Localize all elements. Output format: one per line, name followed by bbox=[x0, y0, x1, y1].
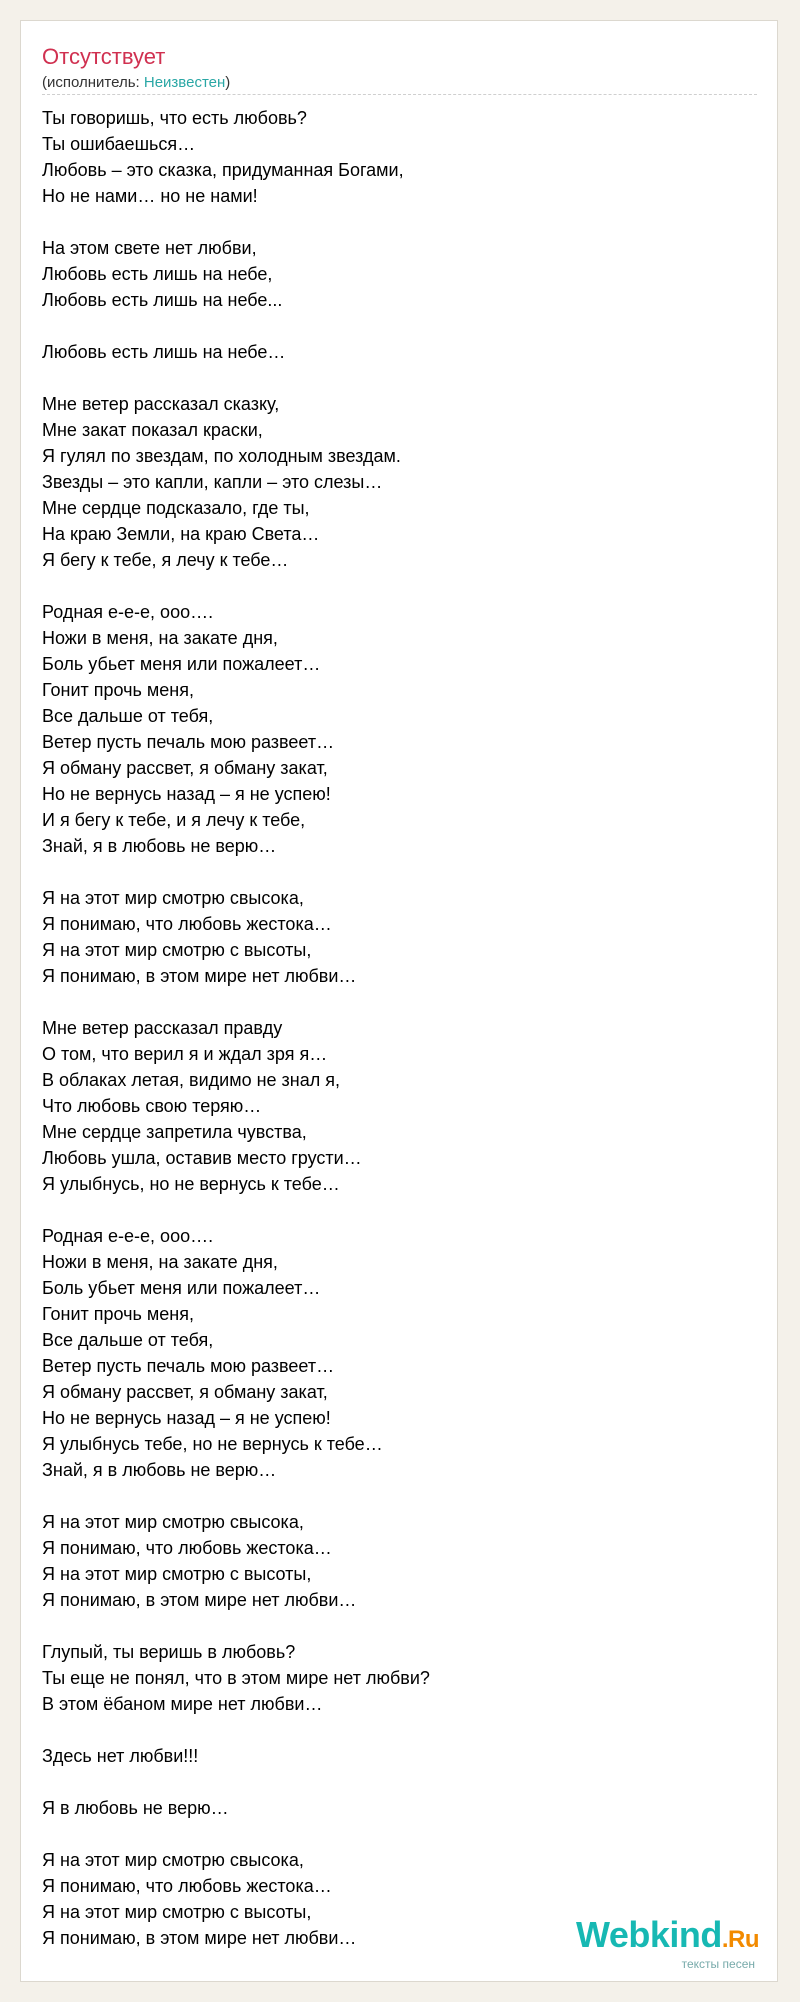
lyrics-line: Родная е-е-е, ооо…. bbox=[42, 1226, 214, 1246]
lyrics-stanza bbox=[42, 599, 757, 859]
lyrics-line: Я улыбнусь тебе, но не вернусь к тебе… bbox=[42, 1434, 383, 1454]
lyrics-line: Родная е-е-е, ооо…. bbox=[42, 602, 214, 622]
artist-link[interactable]: Неизвестен bbox=[143, 74, 226, 91]
lyrics-line: Но не нами… но не нами! bbox=[42, 186, 258, 206]
lyrics-line: На краю Земли, на краю Света… bbox=[42, 524, 320, 544]
lyrics-line: В этом ёбаном мире нет любви… bbox=[42, 1694, 323, 1714]
lyrics-line: Глупый, ты веришь в любовь? bbox=[42, 1642, 296, 1662]
lyrics-line: Я на этот мир смотрю с высоты, bbox=[42, 940, 312, 960]
lyrics-line: Гонит прочь меня, bbox=[42, 1304, 194, 1324]
lyrics-line: Гонит прочь меня, bbox=[42, 680, 194, 700]
lyrics-stanza bbox=[42, 1743, 757, 1769]
lyrics-line: Я бегу к тебе, я лечу к тебе… bbox=[42, 550, 289, 570]
lyrics-line: Я гулял по звездам, по холодным звездам. bbox=[42, 446, 401, 466]
lyrics-card bbox=[20, 20, 778, 1982]
lyrics-line: Ножи в меня, на закате дня, bbox=[42, 628, 278, 648]
lyrics-line: Знай, я в любовь не верю… bbox=[42, 1460, 277, 1480]
lyrics-stanza bbox=[42, 885, 757, 989]
lyrics-line: Ты ошибаешься… bbox=[42, 134, 196, 154]
lyrics-line: Боль убьет меня или пожалеет… bbox=[42, 654, 321, 674]
lyrics-stanza bbox=[42, 105, 757, 209]
lyrics-stanza bbox=[42, 391, 757, 573]
lyrics-line: Я понимаю, в этом мире нет любви… bbox=[42, 966, 357, 986]
lyrics-line: Любовь есть лишь на небе... bbox=[42, 290, 283, 310]
song-title: Отсутствует bbox=[42, 44, 166, 69]
lyrics-line: Знай, я в любовь не верю… bbox=[42, 836, 277, 856]
lyrics-line: Я понимаю, что любовь жестока… bbox=[42, 914, 332, 934]
logo-suffix: .Ru bbox=[721, 1926, 759, 1953]
lyrics-line: Мне сердце подсказало, где ты, bbox=[42, 498, 310, 518]
lyrics-stanza bbox=[42, 339, 757, 365]
artist-suffix: ) bbox=[225, 74, 231, 91]
lyrics-line: Мне ветер рассказал правду bbox=[42, 1018, 283, 1038]
lyrics-line: Я обману рассвет, я обману закат, bbox=[42, 1382, 328, 1402]
lyrics-stanza bbox=[42, 1639, 757, 1717]
lyrics-line: Любовь есть лишь на небе… bbox=[42, 342, 286, 362]
lyrics-line: Я на этот мир смотрю свысока, bbox=[42, 1850, 304, 1870]
lyrics-line: Любовь ушла, оставив место грусти… bbox=[42, 1148, 362, 1168]
lyrics-stanza bbox=[42, 1223, 757, 1483]
logo-wordmark bbox=[576, 1916, 759, 1959]
lyrics-line: Я на этот мир смотрю свысока, bbox=[42, 1512, 304, 1532]
lyrics-line: Я на этот мир смотрю с высоты, bbox=[42, 1902, 312, 1922]
lyrics-line: Я обману рассвет, я обману закат, bbox=[42, 758, 328, 778]
lyrics-line: Я понимаю, что любовь жестока… bbox=[42, 1538, 332, 1558]
lyrics-line: Но не вернусь назад – я не успею! bbox=[42, 784, 331, 804]
lyrics-line: В облаках летая, видимо не знал я, bbox=[42, 1070, 341, 1090]
lyrics-line: Ножи в меня, на закате дня, bbox=[42, 1252, 278, 1272]
lyrics-line: Ветер пусть печаль мою развеет… bbox=[42, 732, 335, 752]
lyrics-stanza bbox=[42, 235, 757, 313]
lyrics-line: Здесь нет любви!!! bbox=[42, 1746, 199, 1766]
lyrics-line: Но не вернусь назад – я не успею! bbox=[42, 1408, 331, 1428]
artist-prefix: (исполнитель: bbox=[42, 74, 144, 91]
lyrics-text bbox=[42, 105, 757, 1977]
logo-name: Webkind bbox=[575, 1914, 722, 1955]
lyrics-line: Любовь – это сказка, придуманная Богами, bbox=[42, 160, 404, 180]
lyrics-line: Я улыбнусь, но не вернусь к тебе… bbox=[42, 1174, 340, 1194]
lyrics-line: Я понимаю, что любовь жестока… bbox=[42, 1876, 332, 1896]
lyrics-line: О том, что верил я и ждал зря я… bbox=[42, 1044, 328, 1064]
lyrics-stanza bbox=[42, 1509, 757, 1613]
lyrics-line: Что любовь свою теряю… bbox=[42, 1096, 262, 1116]
lyrics-line: Мне ветер рассказал сказку, bbox=[42, 394, 280, 414]
lyrics-line: Ветер пусть печаль мою развеет… bbox=[42, 1356, 335, 1376]
lyrics-line: На этом свете нет любви, bbox=[42, 238, 257, 258]
lyrics-line: Я понимаю, в этом мире нет любви… bbox=[42, 1590, 357, 1610]
lyrics-line: Любовь есть лишь на небе, bbox=[42, 264, 273, 284]
lyrics-stanza bbox=[42, 1015, 757, 1197]
header-divider bbox=[42, 94, 757, 95]
lyrics-line: Ты еще не понял, что в этом мире нет любви? bbox=[42, 1668, 430, 1688]
lyrics-line: Все дальше от тебя, bbox=[42, 706, 214, 726]
logo-tagline: тексты песен bbox=[681, 1957, 755, 1971]
site-logo[interactable] bbox=[576, 1916, 759, 1971]
lyrics-line: Мне сердце запретила чувства, bbox=[42, 1122, 307, 1142]
artist-line bbox=[42, 74, 230, 92]
lyrics-line: Боль убьет меня или пожалеет… bbox=[42, 1278, 321, 1298]
lyrics-line: Я на этот мир смотрю свысока, bbox=[42, 888, 304, 908]
lyrics-line: Все дальше от тебя, bbox=[42, 1330, 214, 1350]
lyrics-line: Я в любовь не верю… bbox=[42, 1798, 229, 1818]
lyrics-line: Я на этот мир смотрю с высоты, bbox=[42, 1564, 312, 1584]
lyrics-line: Мне закат показал краски, bbox=[42, 420, 263, 440]
lyrics-line: Я понимаю, в этом мире нет любви… bbox=[42, 1928, 357, 1948]
lyrics-line: Ты говоришь, что есть любовь? bbox=[42, 108, 307, 128]
lyrics-stanza bbox=[42, 1795, 757, 1821]
lyrics-line: Звезды – это капли, капли – это слезы… bbox=[42, 472, 383, 492]
lyrics-line: И я бегу к тебе, и я лечу к тебе, bbox=[42, 810, 306, 830]
